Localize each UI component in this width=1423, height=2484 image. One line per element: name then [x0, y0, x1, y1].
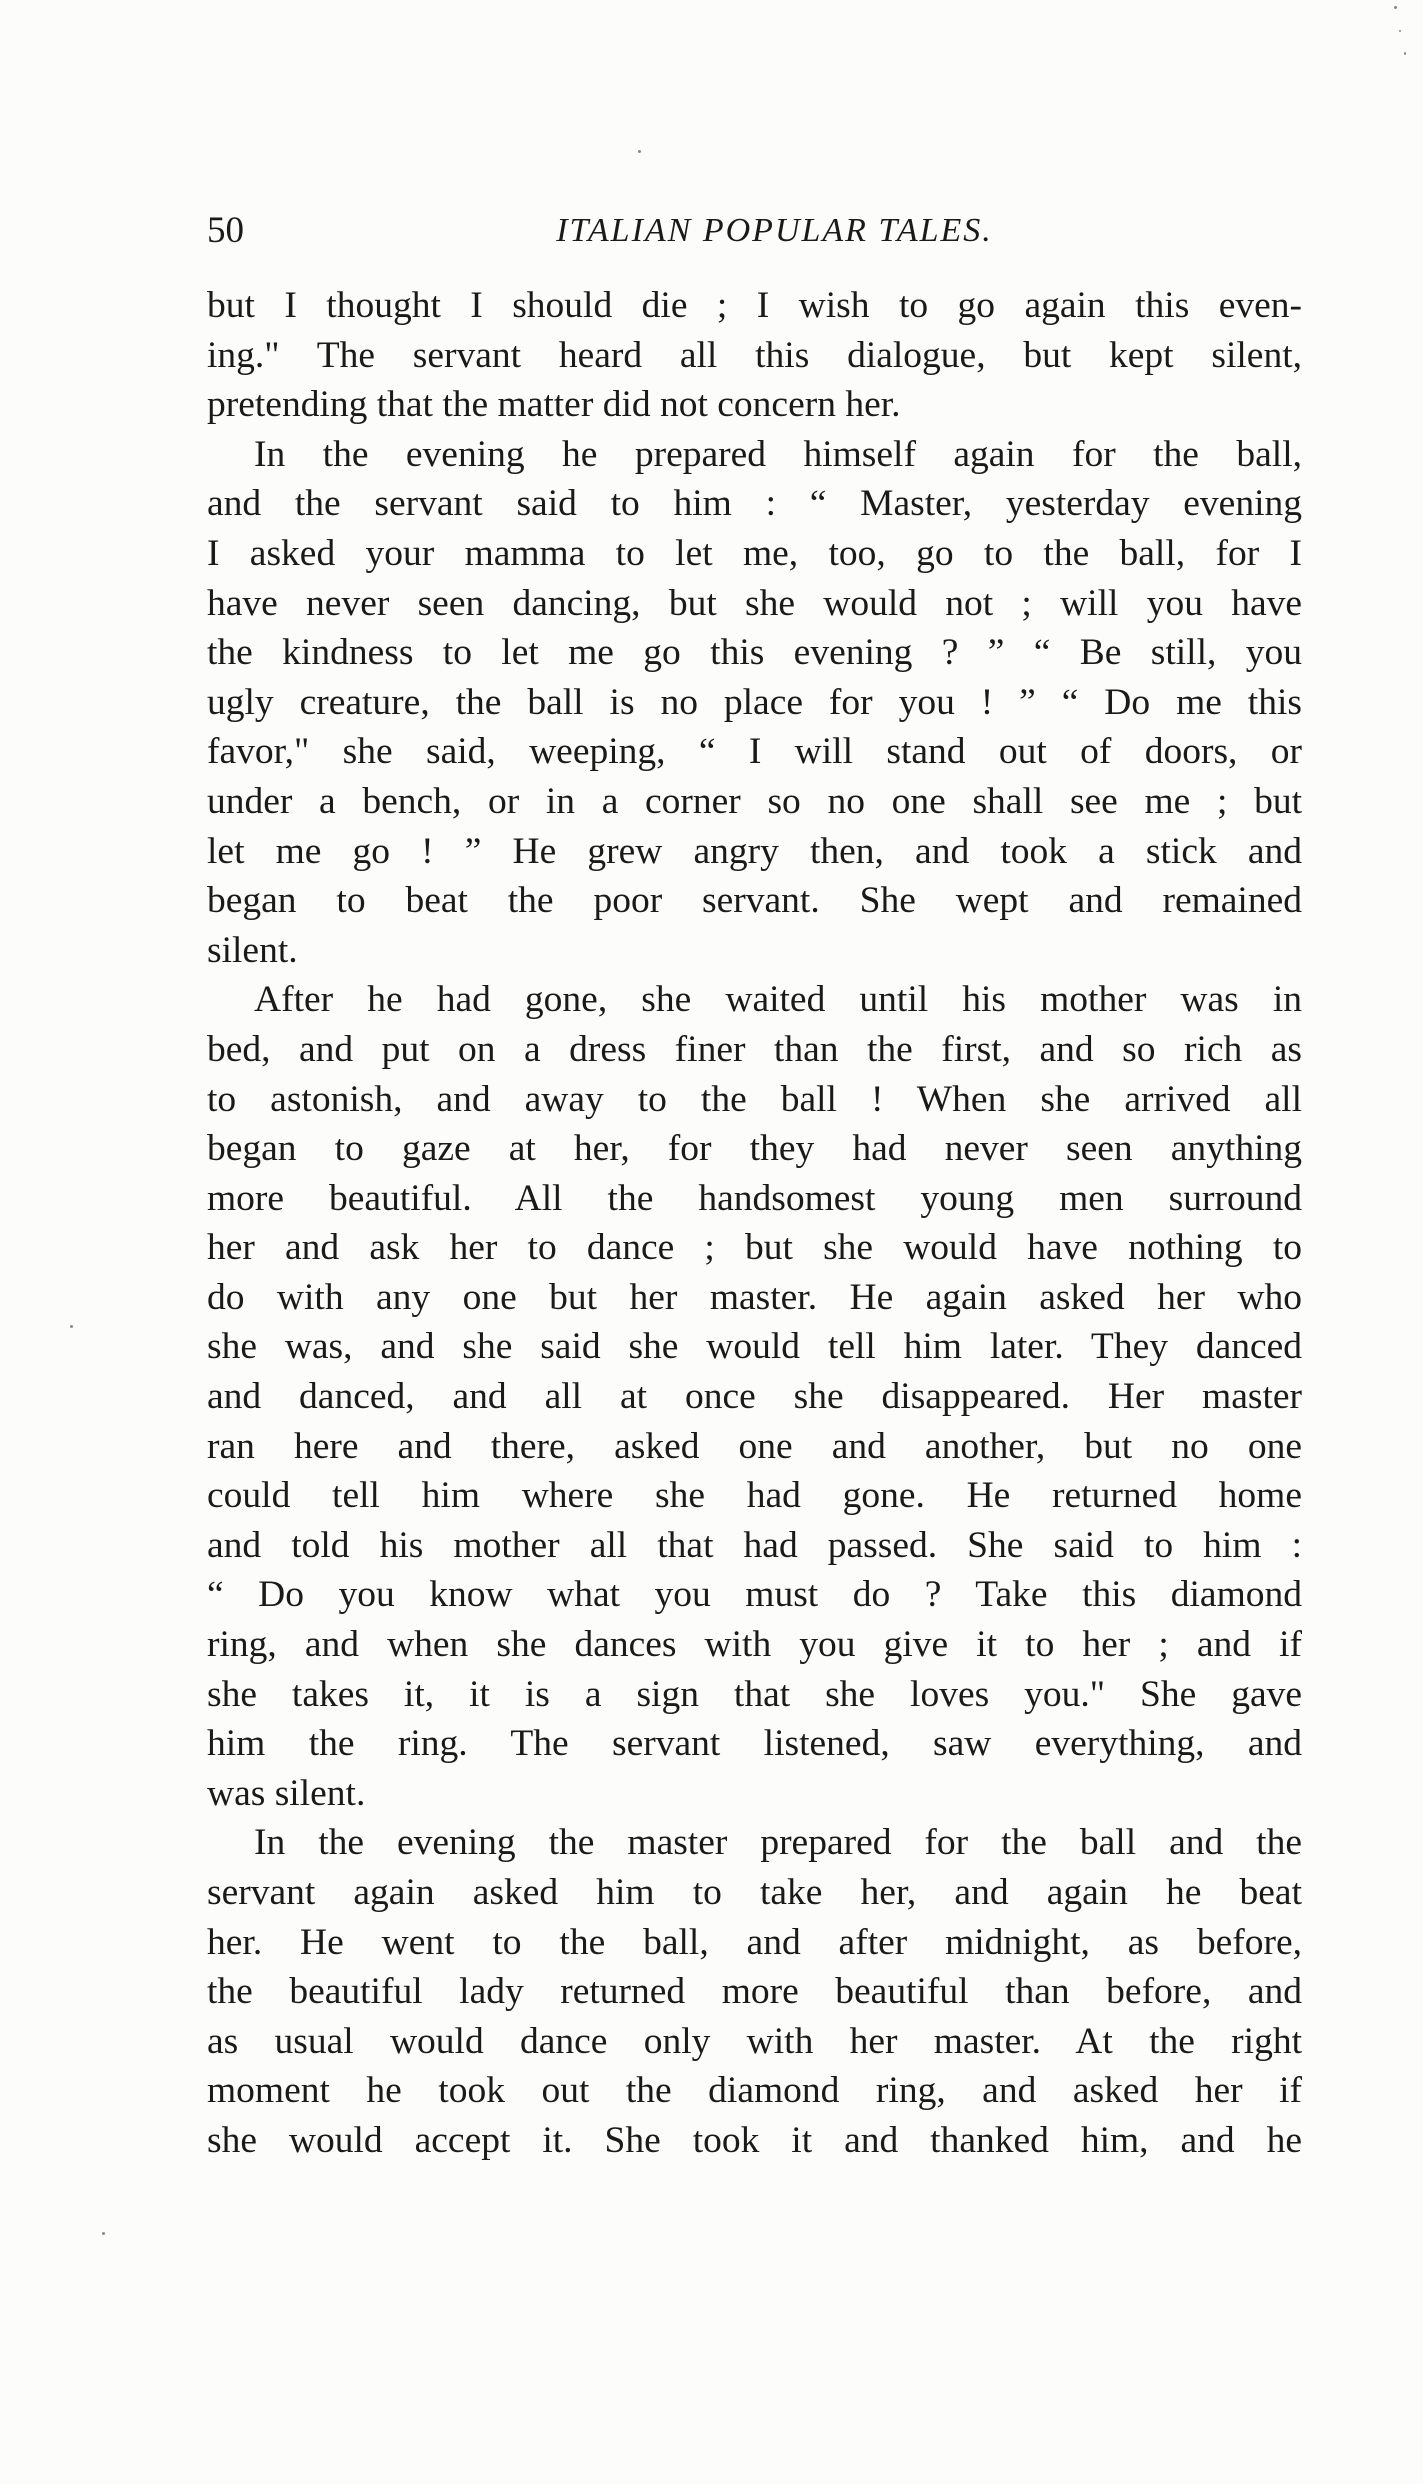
text-line: she would accept it. She took it and thanked him, and he: [207, 2119, 1302, 2161]
text-line: favor," she said, weeping, “ I will stand out of doors, or: [207, 731, 1302, 773]
text-line: servant again asked him to take her, and again he beat: [207, 1872, 1302, 1913]
text-line: as usual would dance only with her master. At the right: [207, 2020, 1302, 2062]
text-line: have never seen dancing, but she would not ; will you have: [207, 582, 1302, 624]
page-number: 50: [207, 210, 244, 251]
text-line: began to gaze at her, for they had never seen anything: [207, 1128, 1302, 1170]
text-line: silent.: [207, 929, 298, 971]
text-line: let me go ! ” He grew angry then, and took a stick and: [207, 830, 1302, 872]
body-text: [207, 281, 1302, 2166]
text-line: was silent.: [207, 1772, 366, 1814]
paragraph: [207, 430, 1302, 976]
text-line: could tell him where she had gone. He returned home: [207, 1475, 1302, 1517]
text-line: In the evening he prepared himself again for the ball,: [254, 433, 1302, 475]
text-line: she was, and she said she would tell him later. They danced: [207, 1326, 1302, 1368]
text-line: “ Do you know what you must do ? Take this diamond: [207, 1574, 1302, 1616]
running-title: ITALIAN POPULAR TALES.: [556, 212, 993, 249]
text-line: do with any one but her master. He again asked her who: [207, 1276, 1302, 1318]
text-line: ran here and there, asked one and another, but no one: [207, 1425, 1302, 1467]
text-line: her. He went to the ball, and after midnight, as before,: [207, 1921, 1302, 1963]
text-line: she takes it, it is a sign that she loves you." She gave: [207, 1673, 1302, 1715]
text-line: I asked your mamma to let me, too, go to the ball, for I: [207, 532, 1302, 574]
running-head: [207, 206, 1302, 256]
text-line: under a bench, or in a corner so no one shall see me ; but: [207, 780, 1302, 822]
scan-speck: [102, 2232, 105, 2235]
text-line: bed, and put on a dress finer than the first, and so rich as: [207, 1028, 1302, 1070]
text-line: and told his mother all that had passed. She said to him :: [207, 1524, 1302, 1566]
scan-speck: [1404, 52, 1406, 55]
text-line: him the ring. The servant listened, saw everything, and: [207, 1723, 1302, 1765]
text-line: and danced, and all at once she disappeared. Her master: [207, 1376, 1302, 1418]
paragraph: [207, 1818, 1302, 2165]
text-line: After he had gone, she waited until his mother was in: [254, 979, 1302, 1021]
text-line: and the servant said to him : “ Master, yesterday evening: [207, 483, 1302, 525]
paragraph: [207, 281, 1302, 430]
text-line: more beautiful. All the handsomest young men surround: [207, 1177, 1302, 1219]
text-line: to astonish, and away to the ball ! When she arrived all: [207, 1078, 1302, 1120]
text-line: her and ask her to dance ; but she would have nothing to: [207, 1227, 1302, 1269]
scan-speck: [1399, 30, 1401, 32]
scan-speck: [1394, 6, 1397, 9]
text-line: ugly creature, the ball is no place for you ! ” “ Do me this: [207, 681, 1302, 723]
paragraph: [207, 975, 1302, 1818]
scan-speck: [638, 150, 641, 153]
text-line: ing." The servant heard all this dialogue, but kept silent,: [207, 334, 1302, 376]
text-line: In the evening the master prepared for the ball and the: [254, 1822, 1302, 1864]
text-line: but I thought I should die ; I wish to go again this even-: [207, 285, 1302, 326]
text-line: pretending that the matter did not concern her.: [207, 384, 901, 426]
text-line: the beautiful lady returned more beautiful than before, and: [207, 1971, 1302, 2013]
text-line: ring, and when she dances with you give it to her ; and if: [207, 1624, 1302, 1666]
text-line: moment he took out the diamond ring, and asked her if: [207, 2070, 1302, 2112]
text-line: the kindness to let me go this evening ? ” “ Be still, you: [207, 632, 1302, 674]
text-line: began to beat the poor servant. She wept and remained: [207, 880, 1302, 922]
scan-speck: [70, 1325, 73, 1328]
